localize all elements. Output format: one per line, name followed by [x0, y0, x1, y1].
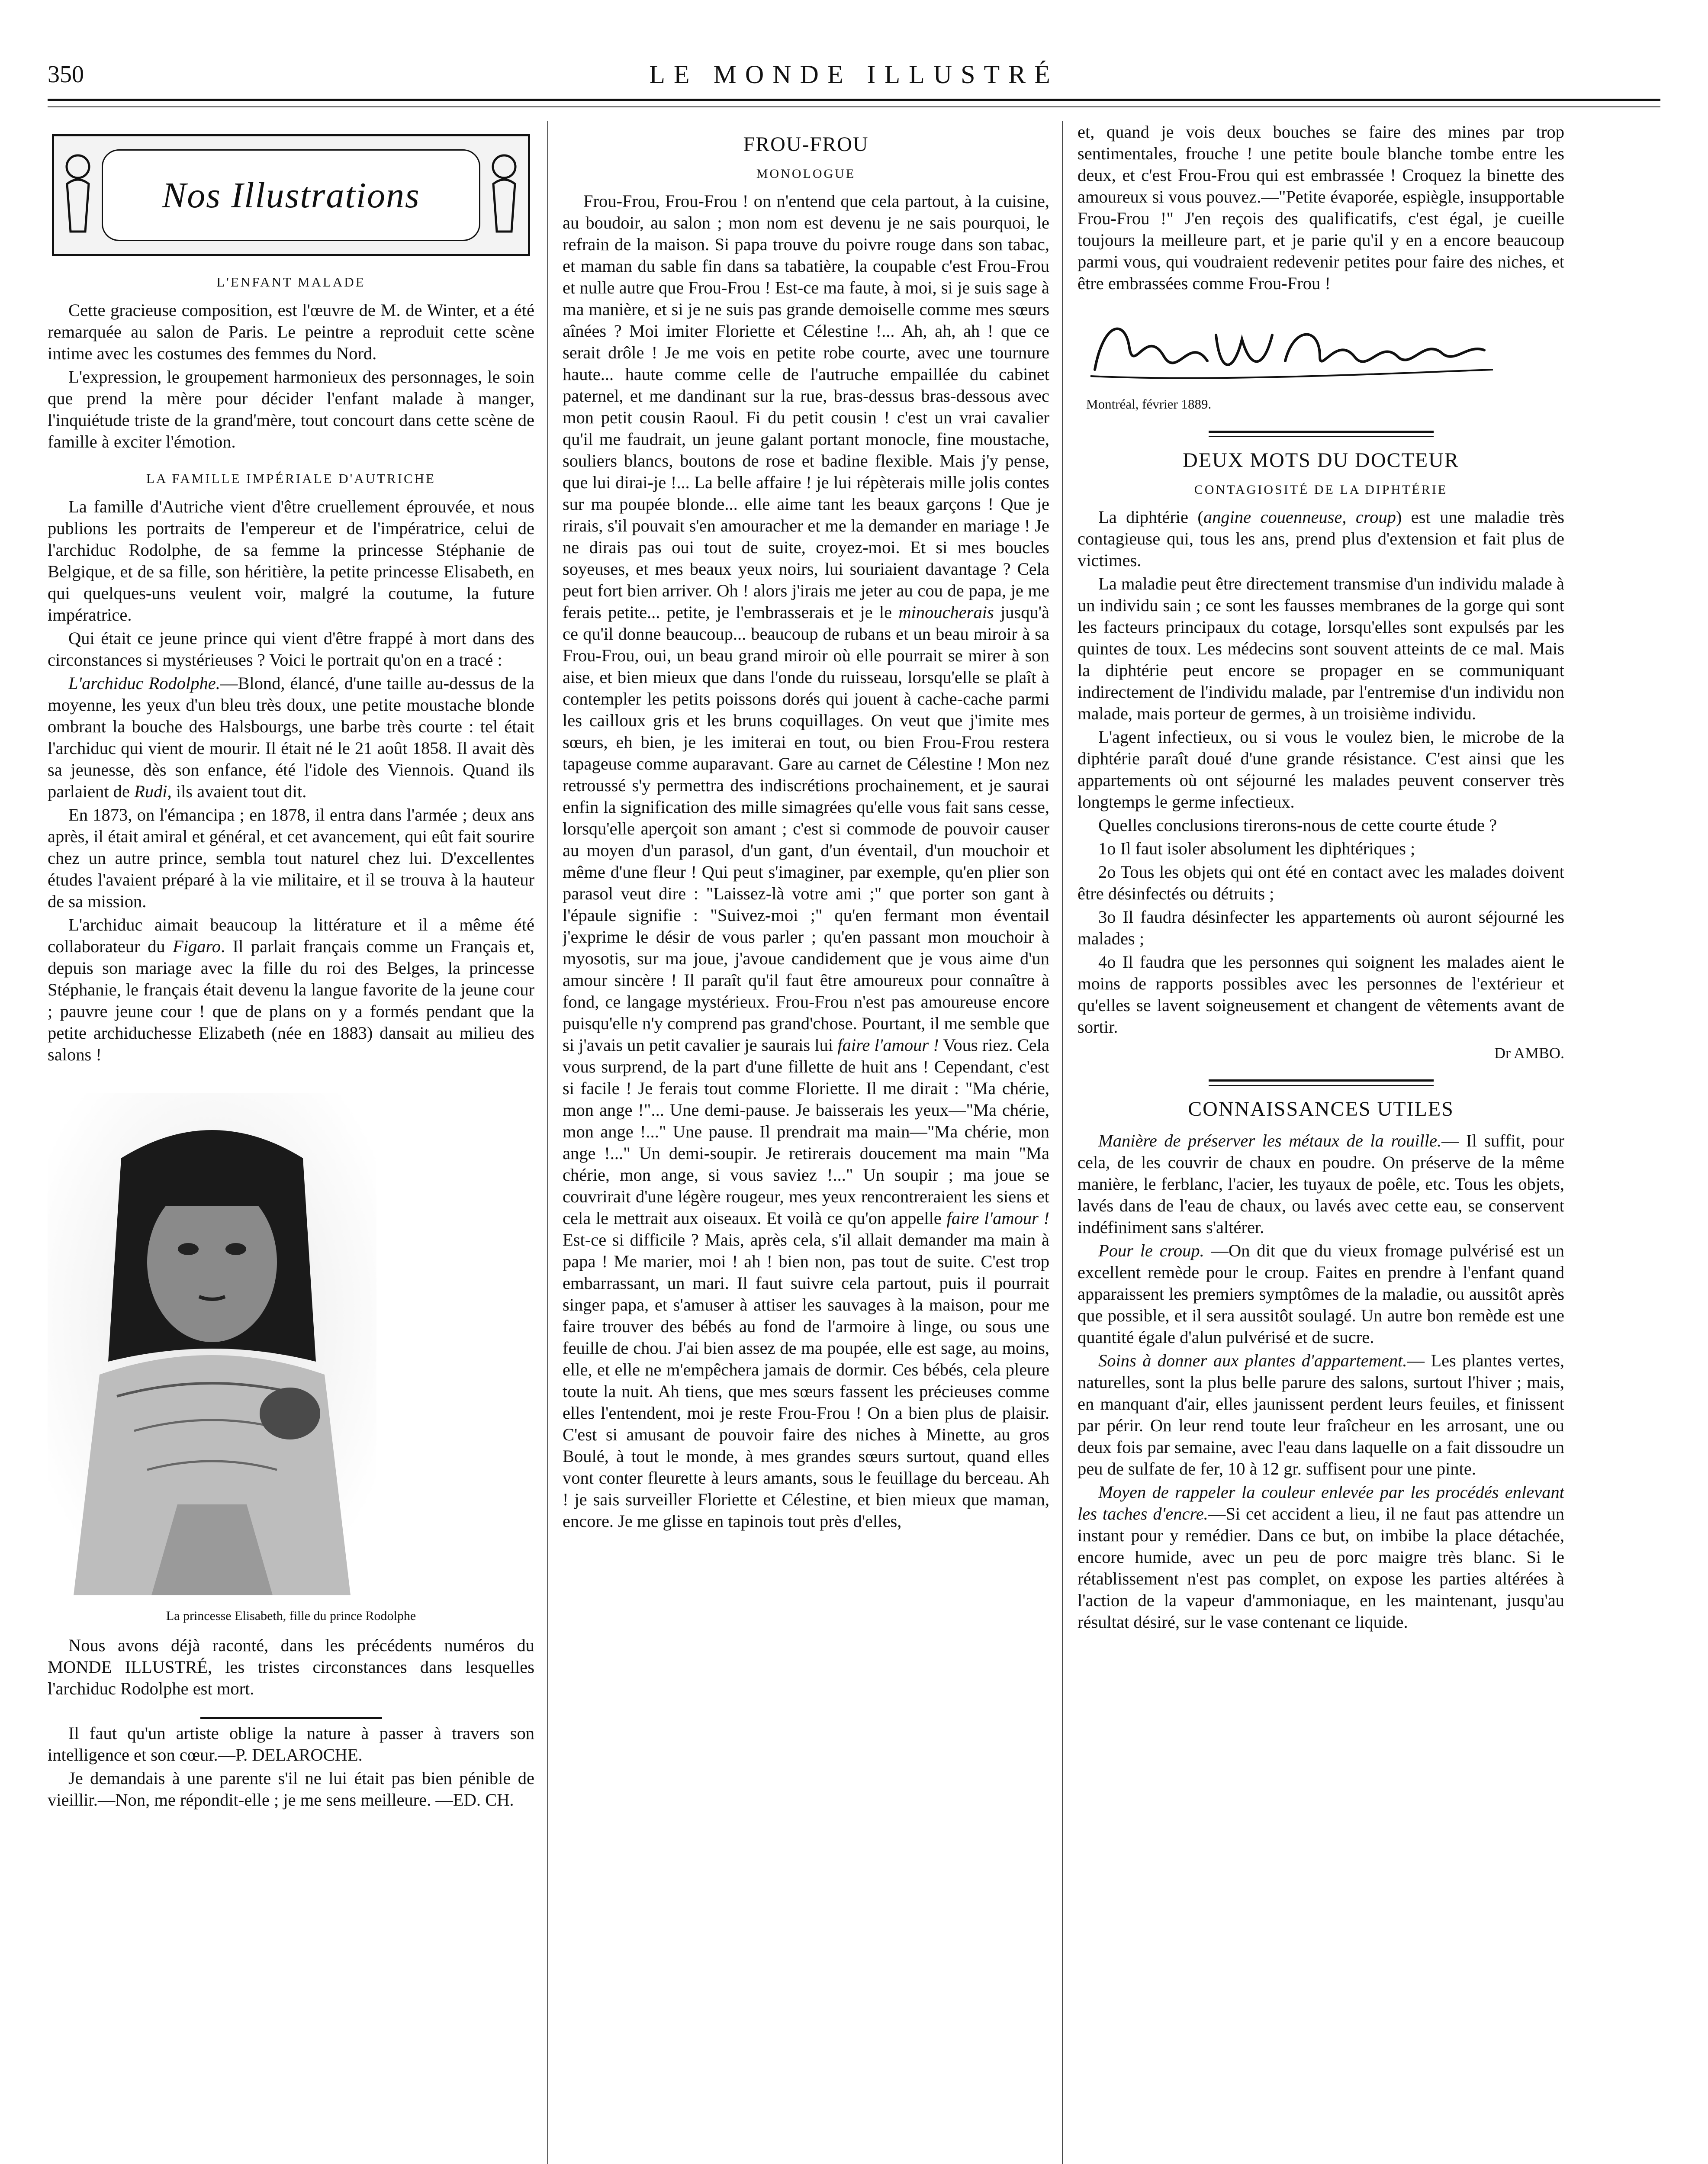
- column-divider: [547, 121, 548, 2164]
- section-title-enfant-malade: L'ENFANT MALADE: [216, 274, 366, 290]
- paragraph: [1078, 1481, 1564, 1633]
- paragraph: [563, 190, 1049, 1532]
- quote: Il faut qu'un artiste oblige la nature à passer à travers son intelligence et son cœur.—P. DELAROCHE.: [48, 1723, 534, 1765]
- banner-frame: [102, 149, 480, 241]
- text-run: — Il suffit, pour cela, de les couvrir de chaux en poudre. On préserve de la même manière, le ferblanc, l'acier, les tuyaux de poêle, etc. Tous les objets, lavés dans de l'eau de chaux, ou lavés avec cette eau, se conservent indéfiniment sans s'altérer.: [1078, 1131, 1564, 1237]
- list-item: 2o Tous les objets qui ont été en contact avec les malades doivent être désinfectés ou détruits ;: [1078, 862, 1564, 903]
- italic-run: Figaro: [173, 937, 221, 956]
- signature-date: Montréal, février 1889.: [1086, 396, 1212, 412]
- paragraph: [1078, 1350, 1564, 1480]
- column-divider: [1062, 121, 1063, 2164]
- list-item: 1o Il faut isoler absolument les diphtériques ;: [1098, 839, 1415, 858]
- photo-caption: La princesse Elisabeth, fille du prince Rodolphe: [166, 1609, 416, 1623]
- paragraph: [1078, 1240, 1564, 1348]
- paragraph: En 1873, on l'émancipa ; en 1878, il entra dans l'armée ; deux ans après, il était amiral et général, et cet avancement, qui eût fait sourire chez un autre prince, sembla tout naturel chez lui. D'excellentes études l'avaient préparé à la vie militaire, et il se trouva à la hauteur de sa mission.: [48, 805, 534, 911]
- paragraph: La maladie peut être directement transmise d'un individu malade à un individu sain ; ce sont les fausses membranes de la gorge qui sont les facteurs principaux du cotage, lorsqu'elles sont expulsés par les quintes de toux. Les médecins sont souvent atteints de ce mal. Mais la diphtérie peut encore se propager en se communiquant indirectement de l'individu malade, par l'entremise d'un individu non malade, mais porteur de germes, à un troisième individu.: [1078, 574, 1564, 723]
- text-run: Vous riez. Cela vous surprend, de la part d'une fillette de huit ans ! Cependant, c'est si facile ! Je ferais tout comme Floriette. Il me dirait : "Ma chérie, mon ange !"... Une demi-pause. Je baisserais les yeux—"Ma chérie, mon ange !..." Une pause. Il prendrait ma main—"Ma chérie, mon ange !..." Un demi-soupir. Je retirerais doucement ma main "Ma chérie, mon ange, si vous saviez !..." Un soupir ; ma joue se couvrirait d'une légère rougeur, mes yeux rencontreraient les siens et cela le mettrait aux oiseaux. Et voilà ce qu'on appelle: [563, 1035, 1049, 1228]
- column-1: [48, 121, 534, 2164]
- portrait-princess-elisabeth: [48, 1093, 376, 1595]
- column-3: [1078, 121, 1564, 2164]
- paragraph: L'agent infectieux, ou si vous le voulez bien, le microbe de la diphtérie paraît doué d'une grande résistance. C'est ainsi que les appartements où ont séjourné les malades peuvent conserver très longtemps le germe infectieux.: [1078, 727, 1564, 812]
- text-run: . Il parlait français comme un Français et, depuis son mariage avec la fille du roi des Belges, la princesse Stéphanie, le français était devenu la langue favorite de la jeune cour ; pauvre jeune cour ! que de plans on y a formés pendant que la petite archiduchesse Elizabeth (née en 1883) dansait au milieu des salons !: [48, 937, 534, 1064]
- italic-run: Soins à donner aux plantes d'appartement.: [1098, 1351, 1407, 1370]
- divider-rule: [1209, 431, 1434, 433]
- text-run: Est-ce si difficile ? Mais, après cela, s'il allait demander ma main à papa ! Me marier, moi ! ah ! bien non, pas tout de suite. C'est trop embarrassant, un mari. Il faut suivre cela partout, puis il pourrait singer papa, et s'amuser à attiser les sauvages à la maison, pour me faire trouver des bébés au fond de l'armoire à linge, ou sous une feuille de chou. J'ai bien assez de ma poupée, elle est sage, au moins, elle, et elle ne m'empêchera jamais de dormir. Ces bébés, cela pleure toute la nuit. Ah tiens, que mes sœurs fassent les précieuses comme elles l'entendent, moi je reste Frou-Frou ! On a bien plus de plaisir. C'est si amusant de pouvoir faire des niches à Minette, au gros Boulé, à tout le monde, à mes grandes sœurs surtout, quand elles vont conter fleurette à leurs amants, sous le feuillage du berceau. Ah ! je sais surveiller Floriette et Célestine, et bien mieux que maman, encore. Je me glisse en tapinois tout près d'elles,: [563, 1230, 1049, 1531]
- doctor-signature: Dr AMBO.: [1494, 1044, 1564, 1062]
- italic-run: Manière de préserver les métaux de la rouille.: [1098, 1131, 1442, 1150]
- text-run: , ils avaient tout dit.: [167, 782, 307, 801]
- text-run: —On dit que du vieux fromage pulvérisé est un excellent remède pour le croup. Faites en prendre à l'enfant quand apparaissent les premiers symptômes de la maladie, ou aussitôt après que possible, et il sera aussitôt soulagé. Un autre bon remède est une quantité égale d'alun pulvérisé et de sucre.: [1078, 1241, 1564, 1347]
- column-2: [563, 121, 1049, 2164]
- italic-run: faire l'amour !: [946, 1208, 1049, 1228]
- paragraph: La famille d'Autriche vient d'être cruellement éprouvée, et nous publions les portraits de l'empereur et de l'impératrice, celui de l'archiduc Rodolphe, de sa femme la princesse Stéphanie de Belgique, et de sa fille, son héritière, la petite princesse Elisabeth, en qui quelques-uns veulent voir, malgré la coutume, la future impératrice.: [48, 497, 534, 625]
- paragraph: [1078, 1130, 1564, 1238]
- italic-run: L'archiduc Rodolphe.: [68, 673, 220, 693]
- masthead: LE MONDE ILLUSTRÉ: [649, 60, 1059, 89]
- paragraph: Qui était ce jeune prince qui vient d'être frappé à mort dans des circonstances si mystérieuses ? Voici le portrait qu'on en a tracé :: [48, 628, 534, 670]
- section-title-famille-imperiale: LA FAMILLE IMPÉRIALE D'AUTRICHE: [146, 471, 436, 486]
- text-run: —Si cet accident a lieu, il ne faut pas attendre un instant pour y remédier. Dans ce but, on imbibe la place détachée, encore humide, avec un peu de porc maigre très blanc. Si le rétablissement n'est pas complet, on expose les parties altérées à l'action de la vapeur d'ammoniaque, en les maintenant, jusqu'au résultat désiré, sur le vase contenant ce liquide.: [1078, 1504, 1564, 1632]
- text-run: La diphtérie (: [1098, 507, 1203, 527]
- paragraph: L'expression, le groupement harmonieux des personnages, le soin que prend la mère pour décider l'enfant malade à manger, l'inquiétude triste de la grand'mère, tout concourt dans cette scène de famille à exciter l'émotion.: [48, 367, 534, 451]
- paragraph: [1078, 506, 1564, 571]
- page-number: 350: [48, 61, 84, 88]
- divider-rule-thin: [1209, 436, 1434, 437]
- paragraph: Cette gracieuse composition, est l'œuvre de M. de Winter, et a été remarquée au salon de Paris. Le peintre a reproduit cette scène intime avec les costumes des femmes du Nord.: [48, 300, 534, 363]
- header-rule-thin: [48, 106, 1660, 107]
- divider-rule: [1209, 1079, 1434, 1082]
- italic-run: Moyen de rappeler la couleur enlevée par les procédés enlevant les taches d'encre.: [1078, 1482, 1564, 1523]
- nos-illustrations-banner: [52, 134, 530, 256]
- paragraph: [48, 673, 534, 802]
- text-run: L'archiduc aimait beaucoup la littérature et il a même été collaborateur du: [48, 915, 534, 956]
- italic-run: Rudi: [134, 782, 167, 801]
- divider-rule-thin: [1209, 1085, 1434, 1086]
- text-run: — Les plantes vertes, naturelles, sont la plus belle parure des salons, surtout l'hiver ; mais, en manquant d'air, elles jaunissent perdent leurs feuiles, et finissent par périr. On leur rend toute leur fraîcheur en les arrosant, une ou deux fois par semaine, avec l'eau dans laquelle on a fait dissoudre un peu de sulfate de fer, 10 à 12 gr. suffisent pour une pinte.: [1078, 1351, 1564, 1478]
- monologue-subtitle: MONOLOGUE: [756, 167, 856, 181]
- paragraph: [48, 914, 534, 1066]
- paragraph: et, quand je vois deux bouches se faire des mines par trop sentimentales, frouche ! une petite boule blanche tombe entre les deux, et c'est Frou-Frou qui est embrassée ! Croquez la binette des amoureux si vous pouvez.—"Petite évaporée, espiègle, insupportable Frou-Frou !" J'en reçois des qualificatifs, c'est égal, je cueille toujours la meilleure part, et je parie qu'il y en a encore beaucoup parmi vous, qui voudraient redevenir petites pour faire des niches, et être embrassées comme Frou-Frou !: [1078, 122, 1564, 293]
- divider-rule: [200, 1717, 382, 1719]
- text-run: ) est une maladie très contagieuse qui, tous les ans, prend plus d'extension et fait plus de victimes.: [1078, 507, 1564, 570]
- text-run: —Blond, élancé, d'une taille au-dessus de la moyenne, les yeux d'un bleu très doux, une petite moustache blonde ombrant la bouche des Halsbourgs, une barbe très courte : tel était l'archiduc qui vient de mourir. Il était né le 21 août 1858. Il avait dès sa jeunesse, dès son enfance, été l'idole des Viennois. Quand ils parlaient de: [48, 673, 534, 801]
- paragraph: Nous avons déjà raconté, dans les précédents numéros du MONDE ILLUSTRÉ, les tristes circonstances dans lesquelles l'archiduc Rodolphe est mort.: [48, 1636, 534, 1698]
- italic-run: Pour le croup.: [1098, 1241, 1204, 1260]
- connaissances-title: CONNAISSANCES UTILES: [1188, 1098, 1454, 1121]
- quote: Je demandais à une parente s'il ne lui était pas bien pénible de vieillir.—Non, me répondit-elle ; je me sens meilleure. —ED. CH.: [48, 1768, 534, 1810]
- deux-mots-title: DEUX MOTS DU DOCTEUR: [1183, 449, 1459, 472]
- list-item: 4o Il faudra que les personnes qui soignent les malades aient le moins de rapports possibles avec les personnes de l'extérieur et qu'elles se lavent soigneusement et changent de vêtements avant de sortir.: [1078, 952, 1564, 1037]
- cherub-ornament-icon: [485, 145, 524, 240]
- paragraph: Quelles conclusions tirerons-nous de cette courte étude ?: [1098, 815, 1497, 835]
- cherub-ornament-icon: [58, 145, 97, 240]
- italic-run: faire l'amour !: [837, 1035, 939, 1055]
- diphterie-subtitle: CONTAGIOSITÉ DE LA DIPHTÉRIE: [1194, 483, 1448, 497]
- handwritten-signature: [1078, 309, 1510, 387]
- text-run: jusqu'à ce qu'il donne beaucoup... beaucoup de rubans et un beau miroir à sa Frou-Frou, oui, un beau grand miroir où elle pourrait se mirer à son aise, et bien mieux que dans l'onde du ruisseau, lorsqu'elle se plaît à contempler les petits poissons dorés qui jouent à cache-cache parmi les cailloux gris et les bruns coquillages. On veut que j'imite mes sœurs, eh bien, je les imiterai en tout, ou bien Frou-Frou restera tapageuse comme auparavant. Gare au carnet de Célestine ! Mon nez retroussé s'y permettra des indiscrétions prochainement, et je saurai enfin la signification des mille simagrées qu'elle vous fait sans cesse, lorsqu'elle aperçoit son amant ; c'est si commode de pouvoir causer au moyen d'un parasol, d'un gant, d'un éventail, d'un mouchoir et même d'une fleur ! Qui peut s'imaginer, par exemple, qu'en plier son parasol veut dire : "Laissez-là votre ami ;" que porter son gant à l'épaule signifie : "Suivez-moi ;" qu'en fermant mon éventail j'exprime le désir de vous parler ; qu'en passant mon mouchoir à myosotis, sur ma joue, j'avoue candidement que je vous aime d'un amour sincère ! Il paraît qu'il faut être amoureux pour connaître à fond, ce langage mystérieux. Frou-Frou n'est pas amoureuse encore puisqu'elle n'y comprend pas grand'chose. Pourtant, il me semble que si j'avais un petit cavalier je saurais lui: [563, 602, 1049, 1055]
- text-run: Frou-Frou, Frou-Frou ! on n'entend que cela partout, à la cuisine, au boudoir, au salon ; mon nom est devenu je ne sais pourquoi, le refrain de la maison. Si papa trouve du poivre rouge dans son tabac, et maman du sable fin dans sa tabatière, la coupable c'est Frou-Frou et nulle autre que Frou-Frou ! Est-ce ma faute, à moi, si je suis sage à ma manière, et si je ne suis pas grande demoiselle comme mes sœurs aînées ? Moi imiter Floriette et Célestine !... Ah, ah, ah ! que ce serait drôle ! Je me vois en petite robe courte, avec une tournure haute... haute comme celle de l'autruche empaillée du cabinet paternel, et me dandinant sur la rue, bras-dessus bras-dessous avec mon petit cousin Raoul. Fi du petit cousin ! c'est un vrai cavalier qu'il me faudrait, un jeune galant portant monocle, fine moustache, souliers blancs, boutons de rose et badine flexible. Mais j'y pense, que lui dirai-je !... La belle affaire ! je lui répèterais mille jolis contes sur ma poupée blonde... elle aime tant les beaux garçons ! Que je rirais, s'il pouvait s'en amouracher et me la demander en mariage ! Je ne dirais pas oui tout de suite, croyez-moi. Et si mes boucles soyeuses, et mes beaux yeux noirs, lui souriaient davantage ? Cela peut fort bien arriver. Oh ! alors j'irais me jeter au cou de papa, je me ferais petite... petite, je l'embrasserais et je le: [563, 191, 1049, 622]
- header-rule: [48, 99, 1660, 101]
- frou-frou-title: FROU-FROU: [743, 133, 869, 156]
- italic-run: angine couenneuse, croup: [1203, 507, 1396, 527]
- banner-title: Nos Illustrations: [162, 175, 420, 216]
- italic-run: minoucherais: [898, 602, 994, 622]
- list-item: 3o Il faudra désinfecter les appartements où auront séjourné les malades ;: [1078, 907, 1564, 948]
